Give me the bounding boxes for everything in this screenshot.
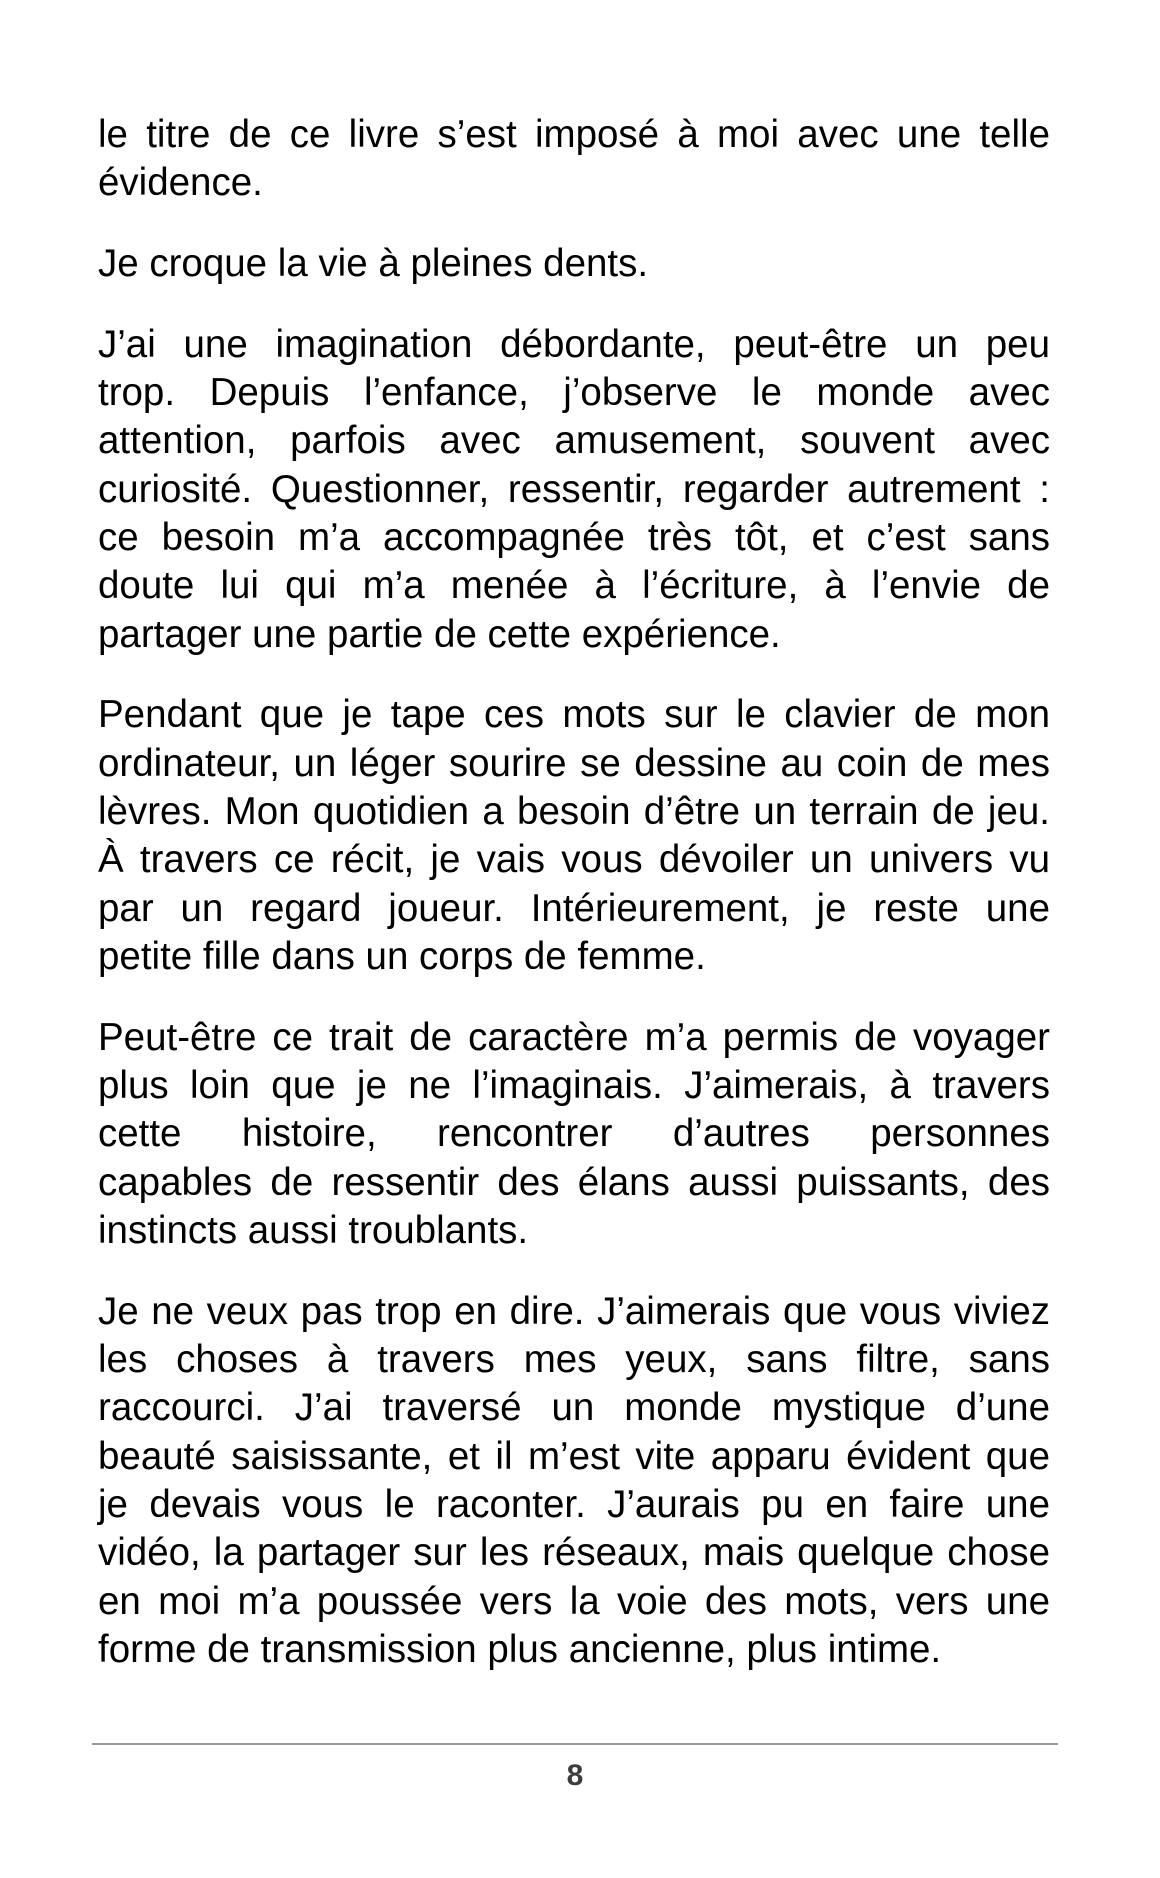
paragraph bbox=[98, 1014, 1050, 1255]
paragraph bbox=[98, 240, 1050, 288]
text-line: évidence. bbox=[98, 161, 263, 205]
text-line: les choses à travers mes yeux, sans filtre, sans bbox=[98, 1338, 1050, 1382]
page-body bbox=[98, 111, 1050, 1674]
text-line: Peut-être ce trait de caractère m’a permis de voyager bbox=[98, 1015, 1050, 1059]
text-line: Je ne veux pas trop en dire. J’aimerais que vous viviez bbox=[98, 1289, 1050, 1333]
text-line: ce besoin m’a accompagnée très tôt, et c’est sans bbox=[98, 516, 1050, 560]
text-line: petite fille dans un corps de femme. bbox=[98, 934, 706, 978]
text-line: cette histoire, rencontrer d’autres personnes bbox=[98, 1112, 1050, 1156]
text-line: le titre de ce livre s’est imposé à moi avec une telle bbox=[98, 113, 1050, 156]
text-line: en moi m’a poussée vers la voie des mots, vers une bbox=[98, 1579, 1050, 1623]
text-line: je devais vous le raconter. J’aurais pu en faire une bbox=[98, 1482, 1050, 1526]
text-line: vidéo, la partager sur les réseaux, mais quelque chose bbox=[98, 1531, 1050, 1575]
text-line: J’ai une imagination débordante, peut-être un peu bbox=[98, 322, 1050, 366]
text-line: instincts aussi troublants. bbox=[98, 1208, 529, 1252]
text-line: À travers ce récit, je vais vous dévoiler un univers vu bbox=[98, 838, 1050, 882]
text-line: Pendant que je tape ces mots sur le clavier de mon bbox=[98, 693, 1050, 737]
footer-divider bbox=[92, 1743, 1058, 1745]
text-line: partager une partie de cette expérience. bbox=[98, 612, 781, 656]
page-number: 8 bbox=[566, 1759, 584, 1792]
text-line: doute lui qui m’a menée à l’écriture, à l’envie de bbox=[98, 564, 1050, 608]
paragraph bbox=[98, 691, 1050, 981]
paragraph bbox=[98, 111, 1050, 208]
text-line: beauté saisissante, et il m’est vite apparu évident que bbox=[98, 1434, 1050, 1478]
text-line: capables de ressentir des élans aussi puissants, des bbox=[98, 1160, 1050, 1204]
text-line: lèvres. Mon quotidien a besoin d’être un terrain de jeu. bbox=[98, 790, 1050, 834]
text-line: raccourci. J’ai traversé un monde mystique d’une bbox=[98, 1386, 1050, 1430]
text-line: plus loin que je ne l’imaginais. J’aimerais, à travers bbox=[98, 1064, 1050, 1108]
text-line: attention, parfois avec amusement, souvent avec bbox=[98, 419, 1050, 463]
paragraph bbox=[98, 1288, 1050, 1674]
text-line: ordinateur, un léger sourire se dessine au coin de mes bbox=[98, 741, 1050, 785]
text-line: trop. Depuis l’enfance, j’observe le monde avec bbox=[98, 371, 1050, 415]
text-line: curiosité. Questionner, ressentir, regarder autrement : bbox=[98, 467, 1050, 511]
paragraph bbox=[98, 321, 1050, 659]
text-line: Je croque la vie à pleines dents. bbox=[98, 242, 649, 286]
text-line: par un regard joueur. Intérieurement, je reste une bbox=[98, 886, 1050, 930]
text-line: forme de transmission plus ancienne, plus intime. bbox=[98, 1627, 942, 1671]
